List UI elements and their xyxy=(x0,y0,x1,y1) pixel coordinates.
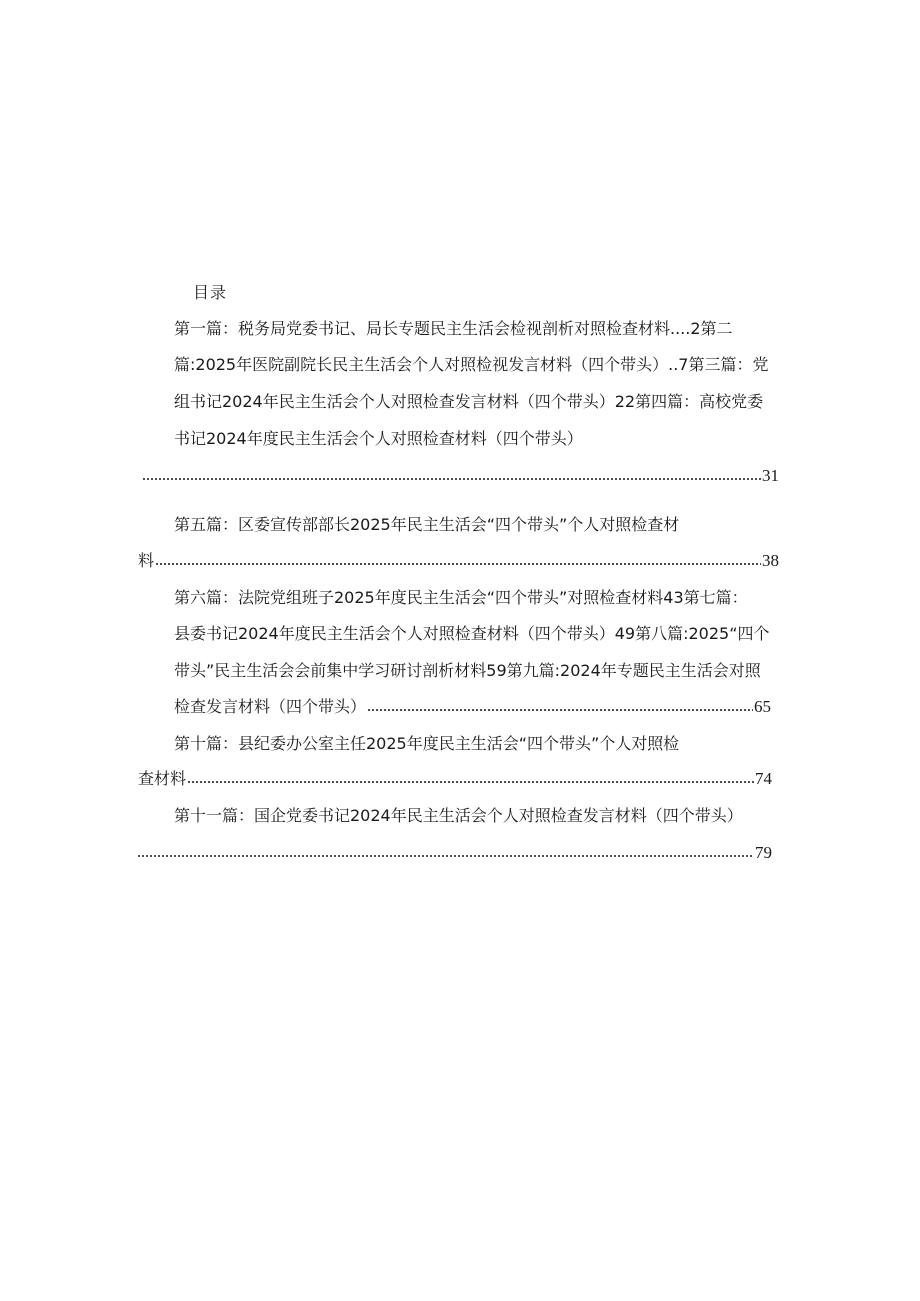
toc-leader-row xyxy=(141,463,779,489)
toc-entry-line: 查材料 xyxy=(138,769,187,788)
toc-page-number: 38 xyxy=(762,551,779,570)
toc-entry-line: 检查发言材料（四个带头） xyxy=(174,697,367,716)
dot-leader xyxy=(137,854,754,858)
dot-leader xyxy=(367,708,753,712)
toc-entry-line: 组书记2024年民主生活会个人对照检查发言材料（四个带头）22第四篇：高校党委 xyxy=(174,392,764,411)
toc-leader-row xyxy=(136,840,772,866)
toc-leader-row xyxy=(174,694,771,720)
toc-title: 目录 xyxy=(193,283,228,302)
toc-page-number: 74 xyxy=(755,769,772,788)
toc-entry-line: 第十一篇：国企党委书记2024年民主生活会个人对照检查发言材料（四个带头） xyxy=(174,806,743,825)
toc-leader-row xyxy=(138,548,779,574)
toc-entry-line: 第六篇：法院党组班子2025年度民主生活会“四个带头”对照检查材料43第七篇： xyxy=(174,588,748,607)
toc-entry-line: 第十篇：县纪委办公室主任2025年度民主生活会“四个带头”个人对照检 xyxy=(174,734,680,753)
toc-entry-line: 县委书记2024年度民主生活会个人对照检查材料（四个带头）49第八篇:2025“四个 xyxy=(174,624,770,643)
dot-leader xyxy=(187,780,754,784)
toc-entry-line: 书记2024年度民主生活会个人对照检查材料（四个带头） xyxy=(174,429,583,448)
toc-entry-line: 料 xyxy=(138,551,155,570)
toc-entry-line: 篇:2025年医院副院长民主生活会个人对照检视发言材料（四个带头）..7第三篇：党 xyxy=(174,355,769,374)
toc-entry-line: 带头”民主生活会会前集中学习研讨剖析材料59第九篇:2024年专题民主生活会对照 xyxy=(174,661,761,680)
toc-leader-row xyxy=(138,766,772,792)
toc-entry-line: 第一篇：税务局党委书记、局长专题民主生活会检视剖析对照检查材料....2第二 xyxy=(174,319,733,338)
toc-page-number: 79 xyxy=(755,843,772,862)
toc-entry-line: 第五篇：区委宣传部部长2025年民主生活会“四个带头”个人对照检查材 xyxy=(174,515,680,534)
dot-leader xyxy=(142,477,761,481)
toc-page-number: 31 xyxy=(762,466,779,485)
dot-leader xyxy=(155,562,761,566)
toc-page-number: 65 xyxy=(754,697,771,716)
